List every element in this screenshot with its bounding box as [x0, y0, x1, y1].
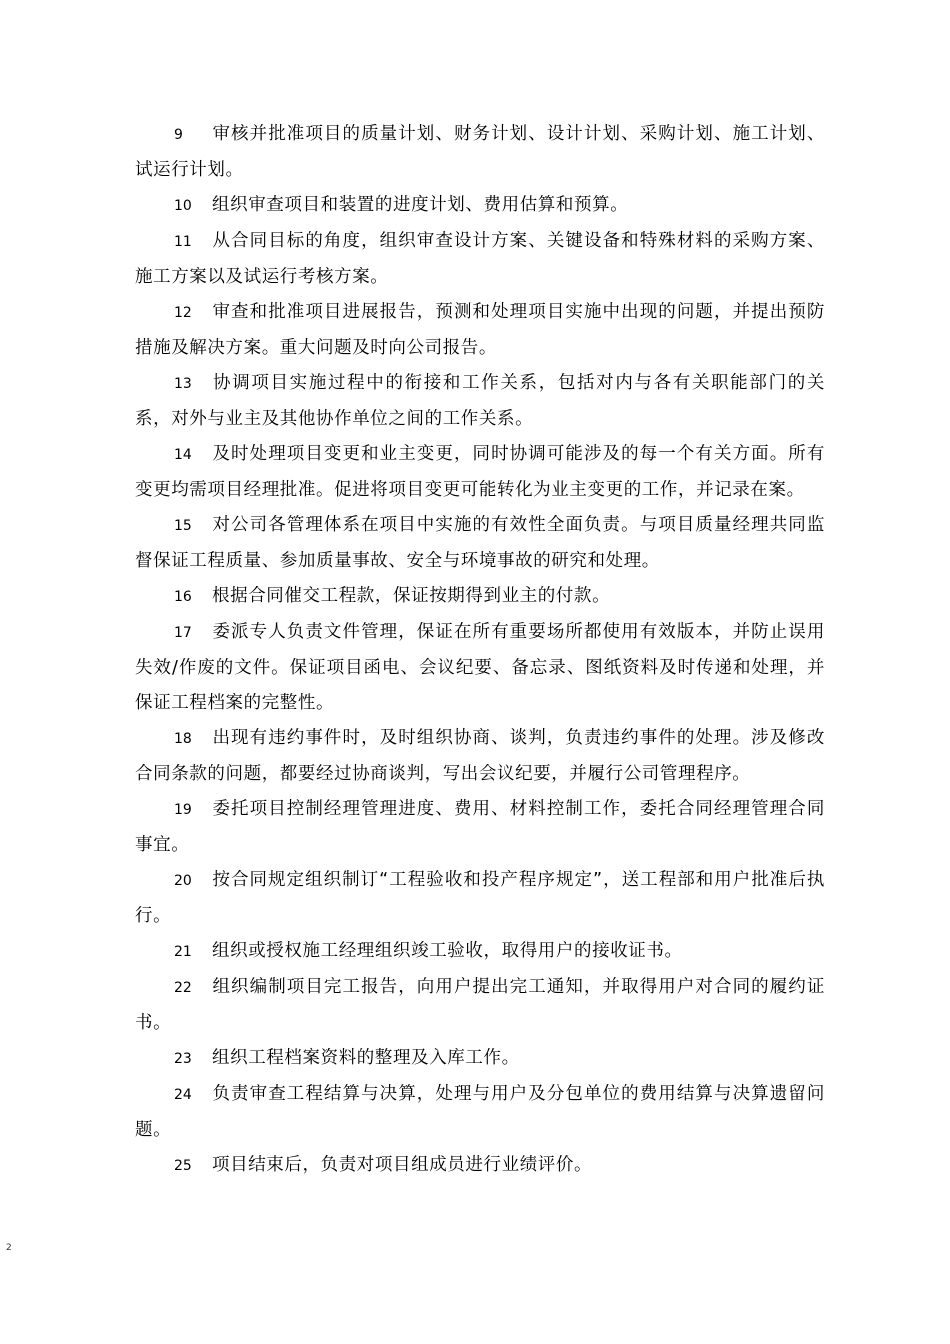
list-item [135, 579, 825, 615]
document-body [135, 117, 825, 1184]
list-item [135, 970, 825, 1041]
item-text: 负责审查工程结算与决算，处理与用户及分包单位的费用结算与决算遗留问题。 [135, 1084, 825, 1140]
item-text: 根据合同催交工程款，保证按期得到业主的付款。 [212, 586, 611, 606]
item-number: 25 [174, 1158, 192, 1174]
item-number: 20 [174, 873, 192, 889]
item-number: 18 [174, 731, 192, 747]
item-number: 14 [174, 447, 192, 463]
item-number: 15 [174, 518, 192, 534]
item-number: 10 [174, 198, 192, 214]
list-item [135, 508, 825, 579]
list-item [135, 117, 825, 188]
list-item [135, 1077, 825, 1148]
list-item [135, 934, 825, 970]
list-item [135, 615, 825, 721]
item-number: 12 [174, 305, 192, 321]
item-number: 21 [174, 944, 192, 960]
item-number: 16 [174, 589, 192, 605]
item-text: 从合同目标的角度，组织审查设计方案、关键设备和特殊材料的采购方案、施工方案以及试运行考核方案。 [135, 231, 825, 287]
item-number: 24 [174, 1087, 192, 1103]
page-number: 2 [6, 1243, 12, 1253]
list-item [135, 1041, 825, 1077]
list-item [135, 366, 825, 437]
item-text: 组织工程档案资料的整理及入库工作。 [212, 1048, 520, 1068]
item-number: 22 [174, 980, 192, 996]
list-item [135, 437, 825, 508]
item-text: 审核并批准项目的质量计划、财务计划、设计计划、采购计划、施工计划、试运行计划。 [135, 124, 825, 180]
list-item [135, 863, 825, 934]
list-item [135, 792, 825, 863]
item-text: 对公司各管理体系在项目中实施的有效性全面负责。与项目质量经理共同监督保证工程质量、参加质量事故、安全与环境事故的研究和处理。 [135, 515, 825, 571]
item-text: 按合同规定组织制订“工程验收和投产程序规定”，送工程部和用户批准后执行。 [135, 870, 825, 926]
item-number: 9 [174, 127, 183, 143]
item-text: 组织编制项目完工报告，向用户提出完工通知，并取得用户对合同的履约证书。 [135, 977, 825, 1033]
list-item [135, 1148, 825, 1184]
item-text: 组织审查项目和装置的进度计划、费用估算和预算。 [212, 195, 629, 215]
list-item [135, 295, 825, 366]
item-number: 13 [174, 376, 192, 392]
item-text: 及时处理项目变更和业主变更，同时协调可能涉及的每一个有关方面。所有变更均需项目经理批准。促进将项目变更可能转化为业主变更的工作，并记录在案。 [135, 444, 825, 500]
list-item [135, 188, 825, 224]
list-item [135, 224, 825, 295]
item-text: 委托项目控制经理管理进度、费用、材料控制工作，委托合同经理管理合同事宜。 [135, 799, 825, 855]
list-item [135, 721, 825, 792]
item-number: 23 [174, 1051, 192, 1067]
item-text: 协调项目实施过程中的衔接和工作关系，包括对内与各有关职能部门的关系，对外与业主及其他协作单位之间的工作关系。 [135, 373, 825, 429]
item-number: 19 [174, 802, 192, 818]
item-text: 项目结束后，负责对项目组成员进行业绩评价。 [212, 1155, 593, 1175]
item-text: 出现有违约事件时，及时组织协商、谈判，负责违约事件的处理。涉及修改合同条款的问题，都要经过协商谈判，写出会议纪要，并履行公司管理程序。 [135, 728, 825, 784]
item-number: 17 [174, 625, 192, 641]
item-number: 11 [174, 234, 192, 250]
item-text: 委派专人负责文件管理，保证在所有重要场所都使用有效版本，并防止误用失效/作废的文件。保证项目函电、会议纪要、备忘录、图纸资料及时传递和处理，并保证工程档案的完整性。 [135, 622, 825, 713]
item-text: 组织或授权施工经理组织竣工验收，取得用户的接收证书。 [212, 941, 683, 961]
item-text: 审查和批准项目进展报告，预测和处理项目实施中出现的问题，并提出预防措施及解决方案。重大问题及时向公司报告。 [135, 302, 825, 358]
